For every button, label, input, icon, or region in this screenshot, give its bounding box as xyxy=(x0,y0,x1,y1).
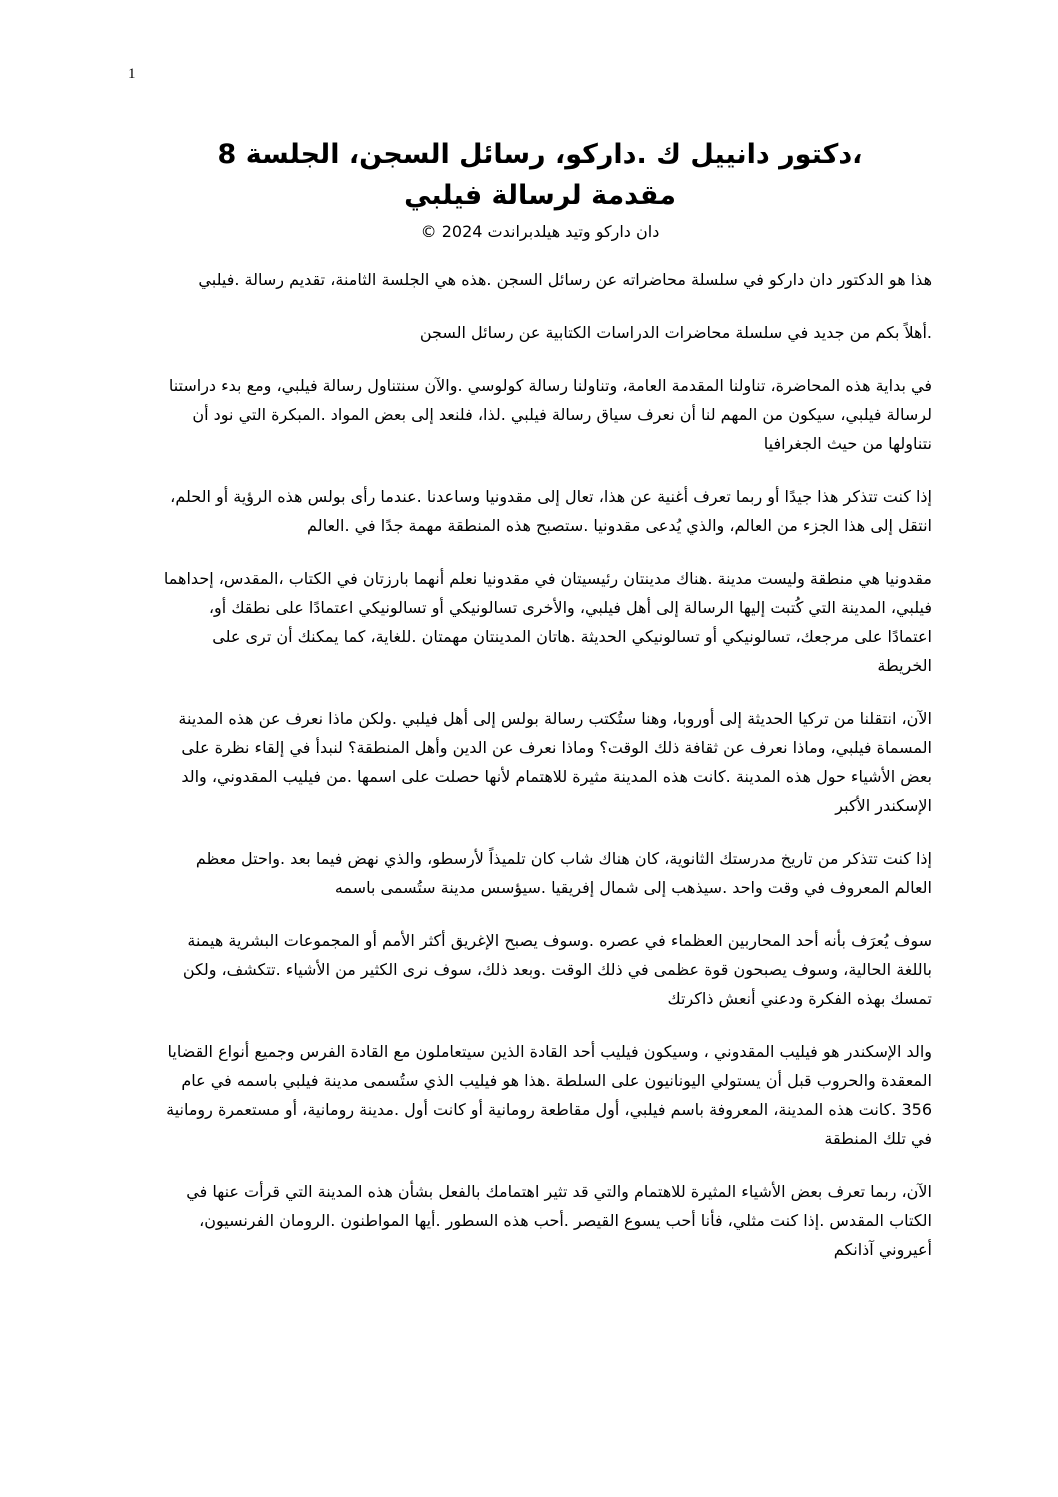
copyright-notice: دان داركو وتيد هيلدبراندت 2024 © xyxy=(420,222,660,241)
document-title-line-2: مقدمة لرسالة فيلبي xyxy=(404,180,676,211)
title-block xyxy=(160,134,920,244)
paragraph: إذا كنت تتذكر من تاريخ مدرستك الثانوية، كان هناك شاب كان تلميذاً لأرسطو، والذي نهض فيما بعد .واحتل معظم العالم المعروف في وقت واحد .سيذهب إلى شمال إفريقيا .سيؤسس مدينة ستُسمى باسمه xyxy=(195,849,932,897)
document-body xyxy=(160,265,932,1288)
paragraph: والد الإسكندر هو فيليب المقدوني ، وسيكون فيليب أحد القادة الذين سيتعاملون مع القادة الفرس وجميع أنواع القضايا المعقدة والحروب قبل أن يستولي اليونانيون على السلطة .هذا هو فيليب الذي ستُسمى مدينة فيلبي باسمه في عام 356 .كانت هذه المدينة، المعروفة باسم فيلبي، أول مقاطعة رومانية أو كانت أول .مدينة رومانية، أو مستعمرة رومانية في تلك المنطقة xyxy=(166,1042,932,1148)
paragraph: الآن، انتقلنا من تركيا الحديثة إلى أوروبا، وهنا ستُكتب رسالة بولس إلى أهل فيلبي .ولكن ماذا نعرف عن هذه المدينة المسماة فيلبي، وماذا نعرف عن ثقافة ذلك الوقت؟ وماذا نعرف عن الدين وأهل المنطقة؟ لنبدأ في إلقاء نظرة على بعض الأشياء حول هذه المدينة .كانت هذه المدينة مثيرة للاهتمام لأنها حصلت على اسمها .من فيليب المقدوني، والد الإسكندر الأكبر xyxy=(178,709,932,815)
paragraph: في بداية هذه المحاضرة، تناولنا المقدمة العامة، وتناولنا رسالة كولوسي .والآن سنتناول رسالة فيلبي، ومع بدء دراستنا لرسالة فيلبي، سيكون من المهم لنا أن نعرف سياق رسالة فيلبي .لذا، فلنعد إلى بعض المواد .المبكرة التي نود أن نتناولها من حيث الجغرافيا xyxy=(168,376,932,453)
paragraph: سوف يُعرَف بأنه أحد المحاربين العظماء في عصره .وسوف يصبح الإغريق أكثر الأمم أو المجموعات البشرية هيمنة باللغة الحالية، وسوف يصبحون قوة عظمى في ذلك الوقت .وبعد ذلك، سوف نرى الكثير من الأشياء .تتكشف، ولكن تمسك بهذه الفكرة ودعني أنعش ذاكرتك xyxy=(182,931,932,1008)
paragraph: الآن، ربما تعرف بعض الأشياء المثيرة للاهتمام والتي قد تثير اهتمامك بالفعل بشأن هذه المدينة التي قرأت عنها في الكتاب المقدس .إذا كنت مثلي، فأنا أحب يسوع القيصر .أحب هذه السطور .أيها المواطنون .الرومان الفرنسيون، أعيروني آذانكم xyxy=(186,1182,932,1259)
paragraph: هذا هو الدكتور دان داركو في سلسلة محاضراته عن رسائل السجن .هذه هي الجلسة الثامنة، تقديم رسالة .فيلبي xyxy=(198,270,932,289)
paragraph: إذا كنت تتذكر هذا جيدًا أو ربما تعرف أغنية عن هذا، تعال إلى مقدونيا وساعدنا .عندما رأى بولس هذه الرؤية أو الحلم، انتقل إلى هذا الجزء من العالم، والذي يُدعى مقدونيا .ستصبح هذه المنطقة مهمة جدًا في .العالم xyxy=(170,487,932,535)
document-title-line-1: ،دكتور دانييل ك .داركو، رسائل السجن، الجلسة 8 xyxy=(217,139,863,170)
page-number: 1 xyxy=(128,66,136,82)
paragraph: .أهلاً بكم من جديد في سلسلة محاضرات الدراسات الكتابية عن رسائل السجن xyxy=(419,323,932,342)
paragraph: مقدونيا هي منطقة وليست مدينة .هناك مدينتان رئيسيتان في مقدونيا نعلم أنهما بارزتان في الكتاب ،المقدس، إحداهما فيلبي، المدينة التي كُتبت إليها الرسالة إلى أهل فيلبي، والأخرى تسالونيكي أو تسالونيكي اعتمادًا على نطقك أو، اعتمادًا على مرجعك، تسالونيكي أو تسالونيكي الحديثة .هاتان المدينتان مهمتان .للغاية، كما يمكنك أن ترى على الخريطة xyxy=(163,569,932,675)
